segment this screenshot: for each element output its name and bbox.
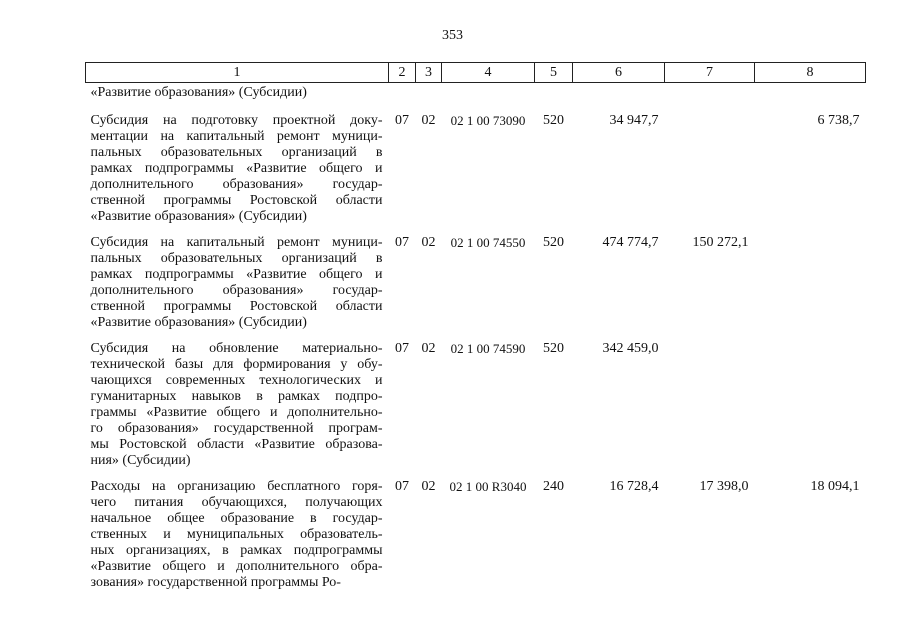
amount-col-8: 18 094,1 [810,479,860,494]
amount-col-7: 150 272,1 [692,235,749,250]
description-line: чающихся современных технологических и [90,373,383,388]
description-line: ных организациях, в рамках подпрограммы [90,543,383,558]
amount-col-6: 16 728,4 [609,479,659,494]
description-line: ментации на капитальный ремонт муници- [90,129,383,144]
row-description [86,225,389,331]
description-line: гуманитарных навыков в рамках подпро- [90,389,383,404]
table-row [86,331,866,469]
amount-col-6: 342 459,0 [602,341,659,356]
description-line: Субсидия на капитальный ремонт муници- [90,235,383,250]
expense-type-code: 520 [543,341,564,356]
section-code: 07 [395,113,409,128]
description-line: ственных и муниципальных образователь- [90,527,383,542]
header-row [86,63,866,83]
description-line: мы Ростовской области «Развитие образова- [90,437,383,452]
subsection-code: 02 [421,113,436,128]
amount-col-7 [665,103,755,225]
amount-col-6: 474 774,7 [602,235,659,250]
description-line: «Развитие образования» (Субсидии) [90,315,307,330]
description-line: го образования» государственной програм- [90,421,383,436]
expense-type-code: 520 [543,235,564,250]
description-line: ния» (Субсидии) [90,453,191,468]
description-line: начальное общее образование в государ- [90,511,383,526]
description-line: зования» государственной программы Ро- [90,575,341,590]
continuation-row [86,83,866,104]
column-header-7: 7 [665,63,755,83]
description-line: дополнительного образования» государ- [90,177,383,192]
page-number: 353 [442,28,463,43]
description-line: пальных образовательных организаций в [90,251,383,266]
section-code: 07 [395,235,409,250]
target-article-code: 02 1 00 73090 [450,113,526,128]
description-line: Расходы на организацию бесплатного горя- [90,479,383,494]
description-line: дополнительного образования» государ- [90,283,383,298]
section-code: 07 [395,341,409,356]
amount-col-7: 17 398,0 [699,479,749,494]
column-header-5: 5 [535,63,573,83]
subsection-code: 02 [421,341,436,356]
target-article-code: 02 1 00 74550 [450,235,526,250]
subsection-code: 02 [421,479,436,494]
row-description [86,103,389,225]
expense-type-code: 520 [543,113,564,128]
description-line: рамках подпрограммы «Развитие общего и [90,267,383,282]
description-line: Субсидия на обновление материально- [90,341,383,356]
column-header-1: 1 [86,63,389,83]
table-row [86,469,866,591]
column-header-2: 2 [389,63,416,83]
column-header-3: 3 [416,63,442,83]
description-line: «Развитие образования» (Субсидии) [90,209,307,224]
amount-col-8 [755,331,866,469]
row-description [86,331,389,469]
description-line: Субсидия на подготовку проектной доку- [90,113,383,128]
amount-col-6: 34 947,7 [609,113,659,128]
row-description [86,469,389,591]
description-line: «Развитие общего и дополнительного обра- [90,559,383,574]
target-article-code: 02 1 00 74590 [450,341,526,356]
amount-col-8: 6 738,7 [817,113,860,128]
section-code: 07 [395,479,409,494]
amount-col-7 [665,331,755,469]
continuation-text: «Развитие образования» (Субсидии) [90,85,307,100]
description-line: чего питания обучающихся, получающих [90,495,383,510]
column-header-8: 8 [755,63,866,83]
description-line: пальных образовательных организаций в [90,145,383,160]
target-article-code: 02 1 00 R3040 [449,479,527,494]
description-line: технической базы для формирования у обу- [90,357,383,372]
amount-col-8 [755,225,866,331]
description-line: рамках подпрограммы «Развитие общего и [90,161,383,176]
expense-type-code: 240 [543,479,564,494]
table-row [86,225,866,331]
table-row [86,103,866,225]
description-line: граммы «Развитие общего и дополнительно- [90,405,383,420]
description-line: ственной программы Ростовской области [90,193,383,208]
subsection-code: 02 [421,235,436,250]
column-header-6: 6 [573,63,665,83]
budget-table [85,62,866,591]
description-line: ственной программы Ростовской области [90,299,383,314]
column-header-4: 4 [442,63,535,83]
